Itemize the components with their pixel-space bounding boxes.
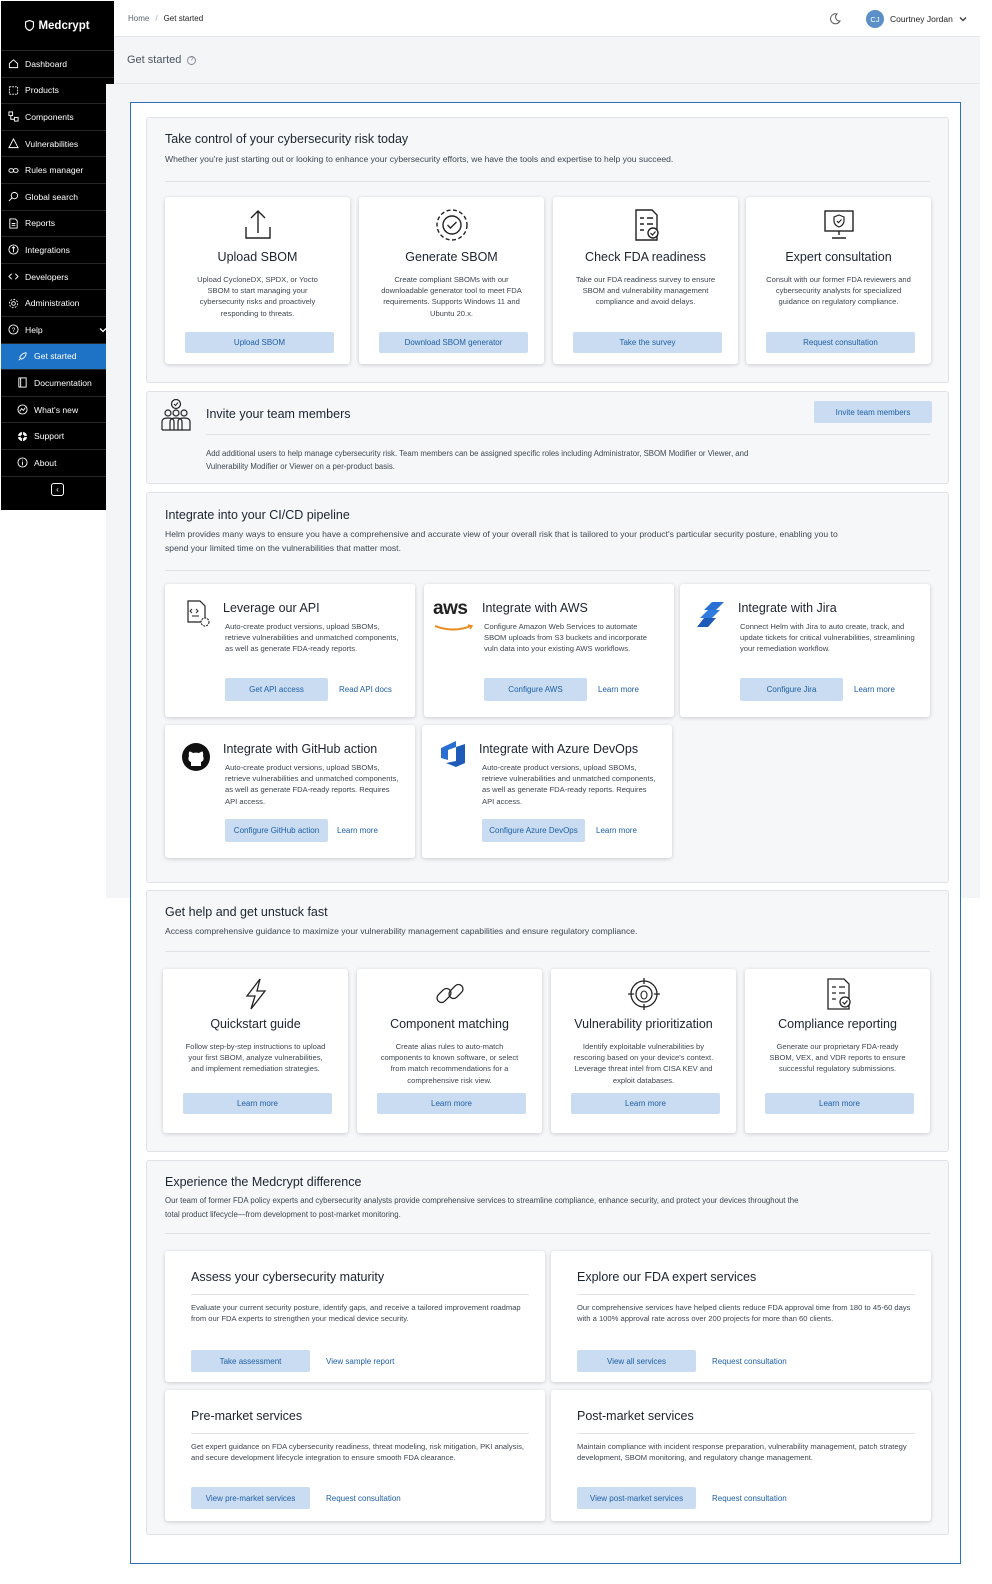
collapse-sidebar-button[interactable] <box>1 477 114 503</box>
azure-devops-logo-icon <box>438 739 468 769</box>
sidebar-item-support[interactable] <box>1 423 114 450</box>
lightning-icon <box>238 976 274 1012</box>
configure-jira-button[interactable]: Configure Jira <box>740 678 843 701</box>
take-survey-button[interactable]: Take the survey <box>573 332 722 353</box>
help-icon <box>8 324 19 335</box>
sidebar-item-label: What's new <box>34 404 79 415</box>
compliance-reporting-card <box>745 969 930 1133</box>
component-matching-learn-more-button[interactable]: Learn more <box>377 1093 526 1114</box>
divider <box>165 181 930 182</box>
aws-logo-text: aws <box>433 598 468 619</box>
card-title: Integrate with Azure DevOps <box>479 742 639 756</box>
sidebar-item-integrations[interactable] <box>1 237 114 264</box>
divider <box>577 1433 915 1434</box>
user-name: Courtney Jordan <box>890 14 953 24</box>
view-sample-report-link[interactable]: View sample report <box>326 1357 395 1366</box>
card-description: Our comprehensive services have helped clients reduce FDA approval time from 180 to 45-60 days with a 100% approval rate across over 200 projects for more than 60 clients. <box>577 1303 911 1324</box>
help-section <box>146 890 949 1152</box>
chevron-left-icon: ‹ <box>51 483 64 496</box>
azure-devops-card <box>422 725 672 858</box>
aws-logo-icon <box>433 599 477 629</box>
chain-link-icon <box>432 976 468 1012</box>
assess-maturity-card <box>165 1251 545 1382</box>
section-description: Whether you're just starting out or looking to enhance your cybersecurity efforts, we have the tools and expertise to help you succeed. <box>165 154 674 164</box>
link-icon <box>8 165 19 176</box>
page-header <box>114 37 980 84</box>
section-title: Integrate into your CI/CD pipeline <box>165 508 350 522</box>
sidebar-item-administration[interactable] <box>1 290 114 317</box>
user-menu[interactable] <box>866 10 967 28</box>
take-control-section <box>146 117 949 383</box>
info-icon <box>17 457 28 468</box>
moon-icon[interactable] <box>828 12 842 26</box>
view-pre-market-services-button[interactable]: View pre-market services <box>191 1487 310 1509</box>
upload-sbom-button[interactable]: Upload SBOM <box>185 332 334 353</box>
card-description: Get expert guidance on FDA cybersecurity readiness, threat modeling, risk mitigation, PKI analysis, and secure development lifecycle integration to ensure smooth FDA clearance. <box>191 1442 525 1463</box>
github-logo-icon <box>181 742 211 772</box>
breadcrumb-separator: / <box>155 14 158 23</box>
section-description: Helm provides many ways to ensure you have a comprehensive and accurate view of your overall risk that is tailored to your product's particular security posture, enabling you to spend your limited time on the vulnerabilities that matter most. <box>165 529 838 553</box>
plug-icon <box>8 244 19 255</box>
card-description: Follow step-by-step instructions to upload your first SBOM, analyze vulnerabilities, and implement remediation strategies. <box>185 1042 326 1074</box>
sidebar-item-label: Global search <box>25 191 79 202</box>
generate-sbom-card <box>359 197 544 364</box>
aws-learn-more-link[interactable]: Learn more <box>598 685 639 694</box>
github-card <box>165 725 415 858</box>
fda-readiness-card <box>553 197 738 364</box>
post-market-services-card <box>551 1390 931 1521</box>
card-title: Integrate with Jira <box>738 601 837 615</box>
api-card <box>165 584 415 717</box>
read-api-docs-link[interactable]: Read API docs <box>339 685 392 694</box>
sidebar-item-help[interactable] <box>1 317 114 344</box>
component-matching-card <box>357 969 542 1133</box>
monitor-shield-icon <box>821 207 857 243</box>
shield-logo-icon <box>25 20 34 31</box>
invite-section <box>146 391 949 484</box>
request-consultation-link[interactable]: Request consultation <box>712 1357 787 1366</box>
section-title: Experience the Medcrypt difference <box>165 1175 362 1189</box>
card-title: Assess your cybersecurity maturity <box>191 1270 385 1284</box>
app-logo[interactable] <box>1 1 114 51</box>
card-description: Maintain compliance with incident response preparation, vulnerability management, patch strategy development, SBOM monitoring, and regulatory change management. <box>577 1442 907 1463</box>
app-name: Medcrypt <box>38 19 90 32</box>
team-icon <box>159 398 193 432</box>
card-title: Post-market services <box>577 1409 694 1423</box>
sidebar-item-label: Reports <box>25 218 56 229</box>
request-consultation-link[interactable]: Request consultation <box>712 1494 787 1503</box>
sidebar-item-vulnerabilities[interactable] <box>1 131 114 158</box>
sidebar-item-label: Integrations <box>25 244 70 255</box>
section-title: Invite your team members <box>206 407 351 421</box>
chevron-down-icon <box>959 15 967 23</box>
sparkle-icon <box>17 404 28 415</box>
box-icon <box>8 85 19 96</box>
configure-azure-devops-button[interactable]: Configure Azure DevOps <box>482 819 585 842</box>
sidebar-item-label: Help <box>25 324 43 335</box>
sidebar-item-label: Developers <box>25 271 69 282</box>
gear-icon <box>8 298 19 309</box>
card-title: Vulnerability prioritization <box>574 1017 713 1031</box>
jira-logo-icon <box>696 600 726 630</box>
card-title: Generate SBOM <box>405 250 498 264</box>
card-title: Quickstart guide <box>210 1017 301 1031</box>
card-title: Explore our FDA expert services <box>577 1270 757 1284</box>
card-title: Leverage our API <box>223 601 320 615</box>
sidebar-item-products[interactable] <box>1 78 114 105</box>
sidebar <box>1 1 114 510</box>
expert-consultation-card <box>746 197 931 364</box>
components-icon <box>8 111 19 122</box>
card-description: Auto-create product versions, upload SBOMs, retrieve vulnerabilities and unmatched components, as well as generate FDA-ready reports. Requires API access. <box>225 763 399 806</box>
sidebar-item-global-search[interactable] <box>1 184 114 211</box>
gear-check-icon <box>434 207 470 243</box>
get-api-access-button[interactable]: Get API access <box>225 678 328 701</box>
sidebar-item-whats-new[interactable] <box>1 397 114 424</box>
sidebar-item-rules-manager[interactable] <box>1 157 114 184</box>
page-title: Get started <box>127 54 182 66</box>
upload-sbom-card <box>165 197 350 364</box>
card-title: Pre-market services <box>191 1409 303 1423</box>
card-description: Evaluate your current security posture, identify gaps, and receive a tailored improvement roadmap from our FDA experts to strengthen your medical device security. <box>191 1303 521 1324</box>
sidebar-item-get-started[interactable] <box>1 344 114 371</box>
card-title: Upload SBOM <box>217 250 298 264</box>
divider <box>206 434 930 435</box>
divider <box>191 1294 529 1295</box>
view-all-services-button[interactable]: View all services <box>577 1350 696 1372</box>
card-description: Generate our proprietary FDA-ready SBOM, VEX, and VDR reports to ensure successful regulatory submissions. <box>769 1042 906 1074</box>
divider <box>191 1433 529 1434</box>
download-sbom-generator-button[interactable]: Download SBOM generator <box>379 332 528 353</box>
card-description: Identify exploitable vulnerabilities by rescoring based on your device's context. Leverage threat intel from CISA KEV and exploit databases. <box>573 1042 714 1085</box>
search-icon <box>8 191 19 202</box>
integrate-section <box>146 492 949 883</box>
sidebar-item-dashboard[interactable] <box>1 51 114 78</box>
upload-icon <box>240 207 276 243</box>
top-bar <box>114 1 980 37</box>
request-consultation-button[interactable]: Request consultation <box>766 332 915 353</box>
card-description: Create compliant SBOMs with our downloadable generator tool to meet FDA requirements. Supports Windows 11 and Ubuntu 20.x. <box>381 275 522 318</box>
section-title: Get help and get unstuck fast <box>165 905 328 919</box>
sidebar-item-label: Products <box>25 85 59 96</box>
card-description: Auto-create product versions, upload SBOMs, retrieve vulnerabilities and unmatched components, as well as generate FDA-ready reports. Requires API access. <box>482 763 656 806</box>
sidebar-item-label: Documentation <box>34 377 92 388</box>
rocket-icon <box>17 351 28 362</box>
avatar: CJ <box>866 10 884 28</box>
view-post-market-services-button[interactable]: View post-market services <box>577 1487 696 1509</box>
card-description: Take our FDA readiness survey to ensure SBOM and vulnerability management compliance and avoid delays. <box>575 275 716 307</box>
checklist-icon <box>628 207 664 243</box>
section-description: Access comprehensive guidance to maximize your vulnerability management capabilities and ensure regulatory compliance. <box>165 926 638 936</box>
sidebar-item-label: Components <box>25 111 74 122</box>
configure-aws-button[interactable]: Configure AWS <box>484 678 587 701</box>
help-circle-icon[interactable]: ? <box>187 56 196 65</box>
card-title: Check FDA readiness <box>585 250 706 264</box>
take-assessment-button[interactable]: Take assessment <box>191 1350 310 1372</box>
card-description: Auto-create product versions, upload SBOMs, retrieve vulnerabilities and unmatched components, as well as generate FDA-ready reports. <box>225 622 399 654</box>
svg-text:?: ? <box>11 327 16 335</box>
sidebar-item-developers[interactable] <box>1 264 114 291</box>
sidebar-item-label: Vulnerabilities <box>25 138 79 149</box>
sidebar-item-reports[interactable] <box>1 211 114 238</box>
breadcrumb-home[interactable]: Home <box>128 14 150 23</box>
aws-card <box>424 584 674 717</box>
divider <box>165 570 930 571</box>
sidebar-item-label: Rules manager <box>25 165 84 176</box>
card-title: Compliance reporting <box>778 1017 897 1031</box>
card-title: Integrate with AWS <box>482 601 588 615</box>
breadcrumb-current: Get started <box>163 14 204 23</box>
card-description: Upload CycloneDX, SPDX, or Yocto SBOM to start managing your cybersecurity risks and proactively responding to threats. <box>197 275 318 318</box>
section-description: Our team of former FDA policy experts and cybersecurity analysts provide comprehensive services to streamline compliance, enhance security, and protect your devices throughout the total product lifecycle—from development to post-market monitoring. <box>165 1196 799 1219</box>
pre-market-services-card <box>165 1390 545 1521</box>
api-document-icon <box>185 600 211 628</box>
quickstart-guide-card <box>163 969 348 1133</box>
sidebar-item-label: Get started <box>34 351 77 362</box>
vulnerability-prioritization-learn-more-button[interactable]: Learn more <box>571 1093 720 1114</box>
target-bug-icon <box>626 976 662 1012</box>
home-icon <box>8 58 19 69</box>
divider <box>165 1233 930 1234</box>
medcrypt-difference-section <box>146 1160 949 1535</box>
divider <box>577 1294 915 1295</box>
jira-learn-more-link[interactable]: Learn more <box>854 685 895 694</box>
sidebar-item-components[interactable] <box>1 104 114 131</box>
section-title: Take control of your cybersecurity risk today <box>165 132 409 146</box>
section-description: Add additional users to help manage cybersecurity risk. Team members can be assigned specific roles including Administrator, SBOM Modifier or Viewer, and Vulnerability Modifier or Viewer on a per-product basis. <box>206 449 749 471</box>
azure-learn-more-link[interactable]: Learn more <box>596 826 637 835</box>
lifebuoy-icon <box>17 431 28 442</box>
card-title: Integrate with GitHub action <box>223 742 378 756</box>
configure-github-action-button[interactable]: Configure GitHub action <box>225 819 328 842</box>
warning-icon <box>8 138 19 149</box>
sidebar-item-documentation[interactable] <box>1 370 114 397</box>
sidebar-item-about[interactable] <box>1 450 114 477</box>
quickstart-learn-more-button[interactable]: Learn more <box>183 1093 332 1114</box>
sidebar-item-label: Administration <box>25 298 80 309</box>
card-description: Configure Amazon Web Services to automate SBOM uploads from S3 buckets and incorporate vuln data into your existing AWS workflows. <box>484 622 647 654</box>
divider <box>165 951 930 952</box>
card-description: Consult with our former FDA reviewers and cybersecurity analysts for specialized guidance on regulatory compliance. <box>766 275 911 307</box>
sidebar-item-label: Dashboard <box>25 58 68 69</box>
card-title: Component matching <box>390 1017 509 1031</box>
fda-expert-services-card <box>551 1251 931 1382</box>
card-description: Create alias rules to auto-match components to known software, or select from match recommendations for a comprehensive risk view. <box>380 1042 519 1085</box>
compliance-reporting-learn-more-button[interactable]: Learn more <box>765 1093 914 1114</box>
book-icon <box>17 377 28 388</box>
sidebar-item-label: Support <box>34 431 65 442</box>
vulnerability-prioritization-card <box>551 969 736 1133</box>
aws-smile-icon <box>433 624 475 632</box>
invite-team-members-button[interactable]: Invite team members <box>814 401 932 423</box>
github-learn-more-link[interactable]: Learn more <box>337 826 378 835</box>
report-icon <box>8 218 19 229</box>
card-title: Expert consultation <box>785 250 892 264</box>
request-consultation-link[interactable]: Request consultation <box>326 1494 401 1503</box>
report-check-icon <box>820 976 856 1012</box>
code-icon <box>8 271 19 282</box>
jira-card <box>680 584 930 717</box>
card-description: Connect Helm with Jira to auto create, track, and update tickets for critical vulnerabilities, streamlining your remediation workflow. <box>740 622 915 654</box>
sidebar-item-label: About <box>34 457 57 468</box>
breadcrumb <box>128 14 203 23</box>
